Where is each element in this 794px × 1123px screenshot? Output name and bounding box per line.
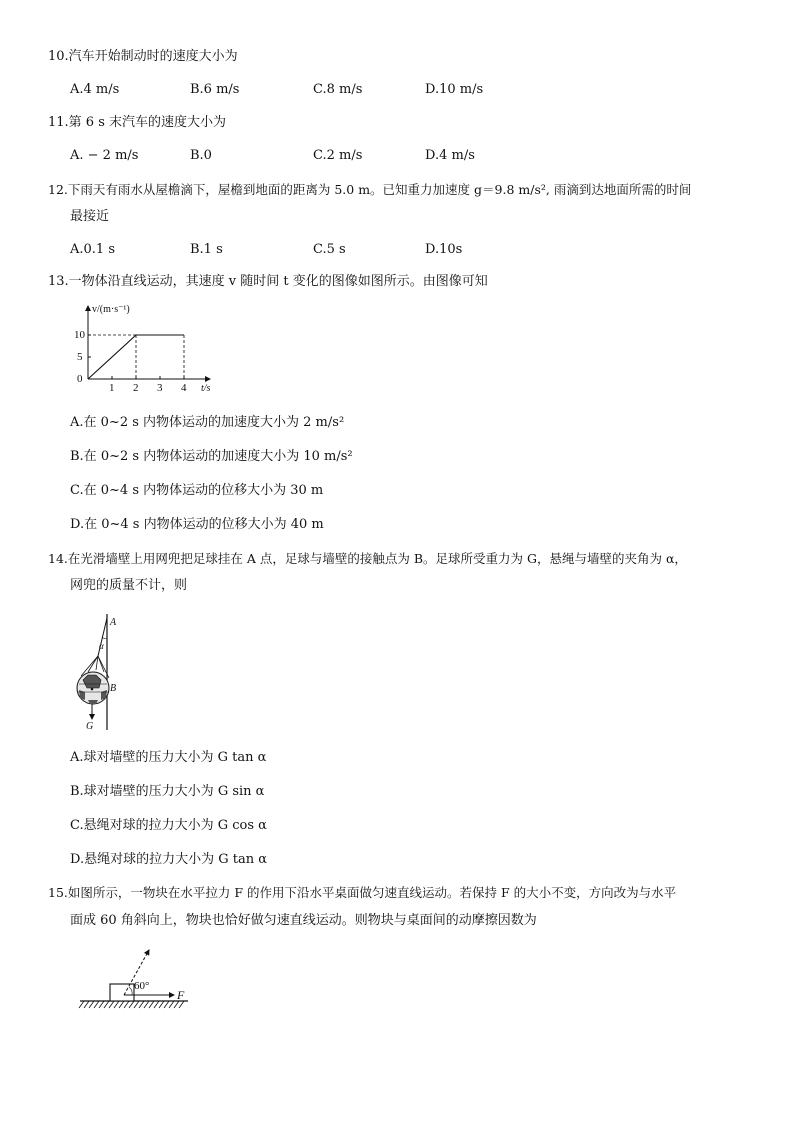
ground-hatch — [144, 1001, 149, 1008]
q13-option-c: C.在 0~4 s 内物体运动的位移大小为 30 m — [70, 483, 324, 498]
ground-hatch — [139, 1001, 144, 1008]
ground-hatch — [114, 1001, 119, 1008]
ground-hatch — [109, 1001, 114, 1008]
football-wall-figure — [68, 612, 128, 734]
block-force-figure — [76, 945, 200, 1017]
q12-option-a: A.0.1 s — [70, 242, 115, 257]
q15-stem-line1: 15.如图所示，一物块在水平拉力 F 的作用下沿水平桌面做匀速直线运动。若保持 F 的大小不变，方向改为与水平 — [48, 885, 677, 900]
q11-option-d: D.4 m/s — [425, 148, 475, 163]
force-label: F — [177, 988, 185, 1002]
x-tick-3: 3 — [157, 382, 163, 394]
x-tick-2: 2 — [133, 382, 139, 394]
block — [110, 984, 134, 1001]
ground-hatch — [89, 1001, 94, 1008]
label-g: G — [86, 721, 94, 732]
y-axis-label: v/(m·s⁻¹) — [92, 304, 130, 315]
label-b: B — [110, 683, 117, 694]
x-axis-label: t/s — [201, 383, 211, 394]
x-tick-1: 1 — [109, 382, 115, 394]
vt-graph — [62, 300, 232, 400]
q15-stem-line2: 面成 60 角斜向上，物块也恰好做匀速直线运动。则物块与桌面间的动摩擦因数为 — [70, 913, 537, 928]
x-tick-4: 4 — [181, 382, 187, 394]
q13-option-a: A.在 0~2 s 内物体运动的加速度大小为 2 m/s² — [70, 415, 345, 430]
ground-hatch — [179, 1001, 184, 1008]
q13-option-b: B.在 0~2 s 内物体运动的加速度大小为 10 m/s² — [70, 449, 353, 464]
ground-hatch — [164, 1001, 169, 1008]
q12-stem-line1: 12.下雨天有雨水从屋檐滴下，屋檐到地面的距离为 5.0 m。已知重力加速度 g＝9.8 m/s², 雨滴到达地面所需的时间 — [48, 182, 692, 197]
ground-hatch — [159, 1001, 164, 1008]
ground-hatch — [154, 1001, 159, 1008]
q10-option-a: A.4 m/s — [70, 82, 120, 97]
angle-label: 60° — [134, 980, 150, 992]
q14-stem-line2: 网兜的质量不计，则 — [70, 578, 188, 593]
q10-option-c: C.8 m/s — [313, 82, 363, 97]
q11-option-c: C.2 m/s — [313, 148, 363, 163]
ground-hatch — [174, 1001, 179, 1008]
q12-option-d: D.10s — [425, 242, 463, 257]
q14-option-d: D.悬绳对球的拉力大小为 G tan α — [70, 852, 267, 867]
q13-stem: 13.一物体沿直线运动，其速度 v 随时间 t 变化的图像如图所示。由图像可知 — [48, 274, 488, 289]
label-alpha: α — [99, 641, 104, 651]
ground-hatch — [169, 1001, 174, 1008]
ground-hatch — [94, 1001, 99, 1008]
ground-hatch — [129, 1001, 134, 1008]
ground-hatch — [104, 1001, 109, 1008]
q14-option-b: B.球对墙壁的压力大小为 G sin α — [70, 784, 265, 799]
q14-option-c: C.悬绳对球的拉力大小为 G cos α — [70, 818, 267, 833]
q11-option-a: A. − 2 m/s — [70, 148, 139, 163]
ground-hatch — [99, 1001, 104, 1008]
q10-stem: 10.汽车开始制动时的速度大小为 — [48, 49, 238, 64]
q10-option-b: B.6 m/s — [190, 82, 240, 97]
ground-hatch — [119, 1001, 124, 1008]
y-tick-0: 0 — [77, 373, 83, 385]
ground-hatch — [79, 1001, 84, 1008]
q10-option-d: D.10 m/s — [425, 82, 484, 97]
ground-hatch — [134, 1001, 139, 1008]
y-tick-5: 5 — [77, 351, 83, 363]
q12-stem-line2: 最接近 — [70, 209, 110, 224]
y-tick-10: 10 — [74, 329, 85, 341]
label-a: A — [110, 617, 117, 628]
ground-hatch — [84, 1001, 89, 1008]
ground-hatch — [124, 1001, 129, 1008]
q14-option-a: A.球对墙壁的压力大小为 G tan α — [70, 750, 267, 765]
q14-stem-line1: 14.在光滑墙壁上用网兜把足球挂在 A 点，足球与墙壁的接触点为 B。足球所受重力为 G，悬绳与墙壁的夹角为 α， — [48, 551, 687, 566]
ground-hatch — [149, 1001, 154, 1008]
q12-option-b: B.1 s — [190, 242, 223, 257]
q12-option-c: C.5 s — [313, 242, 346, 257]
q13-option-d: D.在 0~4 s 内物体运动的位移大小为 40 m — [70, 517, 324, 532]
q11-stem: 11.第 6 s 末汽车的速度大小为 — [48, 115, 227, 130]
q11-option-b: B.0 — [190, 148, 212, 163]
